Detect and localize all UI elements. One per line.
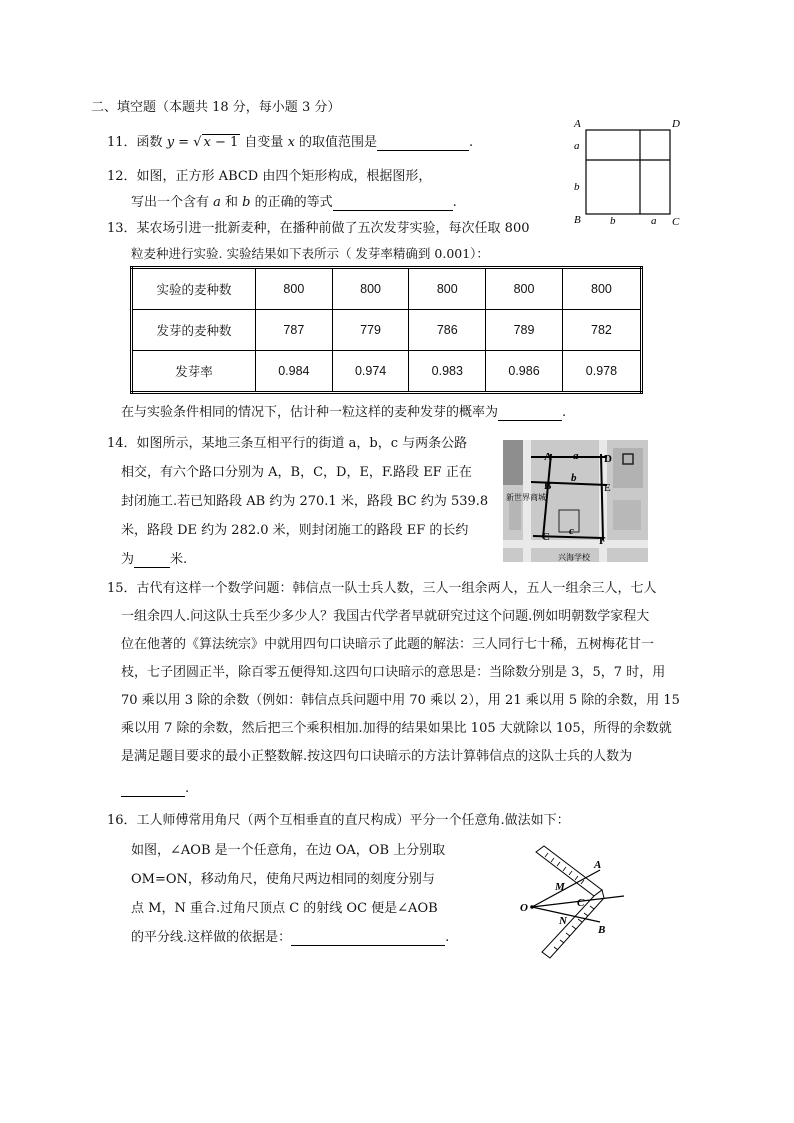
table-cell: 800 [486, 268, 563, 310]
q13-after-text: 在与实验条件相同的情况下，估计种一粒这样的麦种发芽的概率为 [121, 405, 499, 420]
label-a-left: a [574, 140, 580, 152]
map-label-A: A [544, 451, 552, 463]
question-13-after [121, 405, 566, 421]
table-row [132, 268, 642, 310]
q11-sqrt-sign: √ [193, 135, 202, 150]
q15-line: 位在他著的《算法统宗》中就用四句口诀暗示了此题的解法：三人同行七十稀，五树梅花甘一 [121, 637, 655, 652]
map-block [613, 500, 641, 530]
map-label-F: F [599, 535, 606, 547]
q12-var-a: a [213, 195, 221, 210]
question-14-line1 [107, 436, 467, 452]
q15-line: 枝，七子团圆正半，除百零五便得知.这四句口诀暗示的意思是：当除数分别是 3，5，7 时，用 [121, 665, 666, 680]
street-map-figure [503, 440, 648, 562]
table-cell: 800 [332, 268, 409, 310]
q13-line1: 某农场引进一批新麦种，在播种前做了五次发芽实验，每次任取 800 [136, 221, 530, 236]
map-label-B: B [544, 480, 552, 492]
q11-formula-y: y [166, 135, 175, 150]
square-outline [586, 130, 670, 214]
q14-line4: 米，路段 DE 约为 282.0 米，则封闭施工的路段 EF 的长约 [121, 523, 469, 538]
fig16-label-M: M [555, 881, 565, 893]
q14-line3: 封闭施工.若已知路段 AB 约为 270.1 米，路段 BC 约为 539.8 [121, 494, 489, 509]
map-label-mall: 新世界商城 [506, 493, 546, 502]
question-13-line2: 粒麦种进行实验. 实验结果如下表所示（ 发芽率精确到 0.001）： [131, 246, 489, 261]
q11-var: x [287, 135, 295, 150]
map-label-D: D [604, 453, 612, 465]
q11-text: 函数 [136, 135, 167, 150]
fig16-label-A: A [594, 859, 602, 871]
map-block [509, 500, 521, 530]
q11-end-mark: . [469, 135, 474, 150]
table-cell: 0.984 [256, 351, 333, 393]
q14-line5-a: 为 [121, 552, 135, 567]
label-b-left: b [574, 181, 580, 193]
table-cell: 0.983 [409, 351, 486, 393]
square-abcd-figure [566, 112, 686, 232]
q16-line5-text: 的平分线.这样做的依据是： [131, 930, 292, 945]
q13-number: 13． [107, 221, 137, 236]
q16-end-mark: . [445, 930, 450, 945]
q11-number: 11． [107, 135, 137, 150]
table-cell: 789 [486, 310, 563, 351]
point-O [530, 905, 534, 909]
q14-line2: 相交，有六个路口分别为 A，B，C，D，E，F.路段 EF 正在 [121, 465, 472, 480]
q12-line2-b: 的正确的等式 [250, 195, 333, 210]
q12-line2-a: 写出一个含有 [131, 195, 214, 210]
q11-text-after: 自变量 [240, 135, 288, 150]
q16-line5 [131, 930, 449, 946]
map-label-c: c [569, 525, 574, 537]
label-C: C [672, 216, 680, 228]
q14-line5 [121, 552, 187, 568]
table-row [132, 310, 642, 351]
label-a-bottom: a [651, 215, 657, 227]
q15-line: 一组余四人.问这队士兵至少多少人？我国古代学者早就研究过这个问题.例如明朝数学家程大 [121, 609, 650, 624]
fig16-label-N: N [559, 915, 567, 927]
q15-answer-line [121, 781, 189, 797]
map-road-bottom [503, 540, 648, 548]
table-cell: 0.978 [562, 351, 641, 393]
q13-answer-blank[interactable] [498, 406, 562, 421]
q12-line1: 如图，正方形 ABCD 由四个矩形构成，根据图形， [136, 169, 432, 184]
label-B: B [574, 214, 581, 226]
q14-line5-b: 米. [170, 552, 188, 567]
q12-and: 和 [220, 195, 243, 210]
q11-text-end: 的取值范围是 [294, 135, 378, 150]
q16-number: 16． [107, 813, 137, 828]
label-A: A [574, 118, 581, 130]
q14-number: 14． [107, 436, 137, 451]
q16-line4: 点 M，N 重合.过角尺顶点 C 的射线 OC 便是∠AOB [131, 901, 438, 916]
table-cell: 787 [256, 310, 333, 351]
table-cell: 发芽率 [132, 351, 256, 393]
q12-answer-blank[interactable] [333, 196, 453, 211]
q16-line2: 如图，∠AOB 是一个任意角，在边 OA，OB 上分别取 [131, 843, 446, 858]
table-cell: 782 [562, 310, 641, 351]
q15-line: 70 乘以用 3 除的余数（例如：韩信点兵问题中用 70 乘以 2），用 21 乘以用 5 除的余数，用 15 [121, 693, 680, 708]
q14-line1: 如图所示，某地三条互相平行的街道 a，b，c 与两条公路 [136, 436, 468, 451]
q11-formula-eq: = [174, 135, 194, 150]
table-row [132, 351, 642, 393]
q11-answer-blank[interactable] [377, 136, 469, 151]
question-15-line1 [107, 581, 657, 597]
map-label-E: E [604, 482, 611, 494]
table-cell: 0.986 [486, 351, 563, 393]
map-hatched-block [503, 440, 525, 485]
table-cell: 786 [409, 310, 486, 351]
section-title: 二、填空题（本题共 18 分，每小题 3 分） [91, 100, 341, 115]
fig16-label-O: O [520, 902, 528, 914]
map-label-school: 兴海学校 [558, 553, 590, 562]
q15-line: 古代有这样一个数学问题：韩信点一队士兵人数，三人一组余两人，五人一组余三人，七人 [136, 581, 657, 596]
question-12-line2 [131, 195, 457, 211]
table-cell: 800 [409, 268, 486, 310]
q15-end-mark: . [185, 781, 190, 796]
q16-answer-blank[interactable] [291, 931, 445, 946]
q16-line3: OM=ON，移动角尺，使角尺两边相同的刻度分别与 [131, 872, 435, 887]
fig16-label-C: C [577, 897, 585, 909]
ruler-upper-arm [536, 846, 602, 896]
ruler-lower-arm [542, 890, 604, 958]
q11-sqrt-radicand: x − 1 [203, 135, 239, 150]
map-label-a: a [573, 450, 579, 462]
q12-end-mark: . [452, 195, 457, 210]
question-12-line1 [107, 169, 431, 185]
angle-ruler-figure [512, 840, 632, 960]
label-b-bottom: b [610, 215, 616, 227]
q15-line: 是满足题目要求的最小正整数解.按这四句口诀暗示的方法计算韩信点的这队士兵的人数为 [121, 749, 633, 764]
q15-answer-blank[interactable] [121, 782, 185, 797]
map-label-b: b [571, 472, 577, 484]
question-16-line1 [107, 813, 570, 829]
question-11 [107, 135, 473, 151]
table-cell: 779 [332, 310, 409, 351]
table-cell: 800 [562, 268, 641, 310]
q14-answer-blank[interactable] [134, 553, 170, 568]
q12-number: 12． [107, 169, 137, 184]
table-cell: 发芽的麦种数 [132, 310, 256, 351]
table-cell: 800 [256, 268, 333, 310]
q13-end-mark: . [562, 405, 567, 420]
q16-line1: 工人师傅常用角尺（两个互相垂直的直尺构成）平分一个任意角.做法如下： [136, 813, 570, 828]
fig16-label-B: B [598, 924, 606, 936]
germination-table [130, 266, 643, 394]
question-13-line1 [107, 221, 530, 237]
table-cell: 0.974 [332, 351, 409, 393]
map-label-C: C [542, 531, 550, 543]
label-D: D [672, 118, 680, 130]
q15-number: 15． [107, 581, 137, 596]
table-cell: 实验的麦种数 [132, 268, 256, 310]
q15-line: 乘以用 7 除的余数，然后把三个乘积相加.加得的结果如果比 105 大就除以 105，所得的余数就 [121, 721, 672, 736]
q12-var-b: b [242, 195, 251, 210]
